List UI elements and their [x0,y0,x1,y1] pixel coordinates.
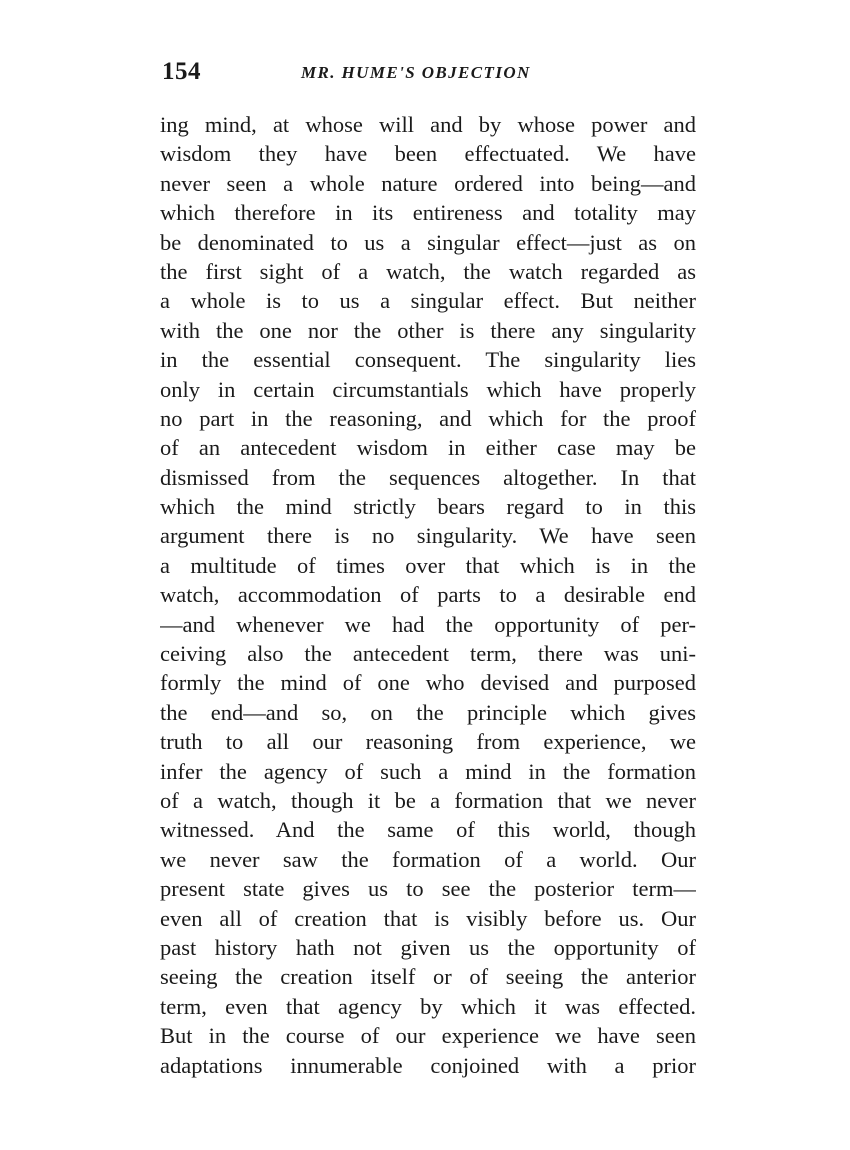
text-line: with the one nor the other is there any singularity [160,317,696,343]
text-line: term, even that agency by which it was effected. [160,993,696,1019]
text-line: truth to all our reasoning from experience, we [160,729,696,755]
text-line: seeing the creation itself or of seeing the anterior [160,964,696,990]
text-line: watch, accommodation of parts to a desirable end [160,582,696,608]
text-line: present state gives us to see the posterior term— [160,876,696,902]
text-line: never seen a whole nature ordered into being—and [160,170,696,196]
text-line: dismissed from the sequences altogether. In that [160,464,696,490]
text-line: a whole is to us a singular effect. But neither [160,288,696,314]
text-line: ing mind, at whose will and by whose power and [160,112,696,137]
running-head: MR. HUME'S OBJECTION [301,63,531,82]
text-line: which therefore in its entireness and totality may [160,200,696,226]
text-line: be denominated to us a singular effect—just as on [160,229,696,255]
text-line: ceiving also the antecedent term, there was uni- [160,641,696,667]
text-line: even all of creation that is visibly before us. Our [160,905,696,931]
text-line: argument there is no singularity. We have seen [160,523,696,549]
text-line: adaptations innumerable conjoined with a prior [160,1052,696,1078]
text-line: formly the mind of one who devised and purposed [160,670,696,696]
text-line: of an antecedent wisdom in either case may be [160,435,696,461]
text-line: we never saw the formation of a world. Our [160,846,696,872]
text-line: a multitude of times over that which is in the [160,552,696,578]
text-line: infer the agency of such a mind in the formation [160,758,696,784]
page-number: 154 [162,58,201,85]
body-text [160,110,696,1080]
text-line: which the mind strictly bears regard to in this [160,494,696,520]
text-line: only in certain circumstantials which have properly [160,376,696,402]
text-line: the end—and so, on the principle which gives [160,699,696,725]
text-line: wisdom they have been effectuated. We have [160,141,696,167]
text-line: But in the course of our experience we have seen [160,1023,696,1049]
text-line: the first sight of a watch, the watch regarded as [160,258,696,284]
text-line: in the essential consequent. The singularity lies [160,347,696,373]
page-header [160,58,700,92]
text-line: past history hath not given us the opportunity of [160,934,696,960]
text-line: witnessed. And the same of this world, though [160,817,696,843]
text-line: no part in the reasoning, and which for the proof [160,405,696,431]
text-line: of a watch, though it be a formation that we never [160,787,696,813]
text-line: —and whenever we had the opportunity of per- [160,611,696,637]
